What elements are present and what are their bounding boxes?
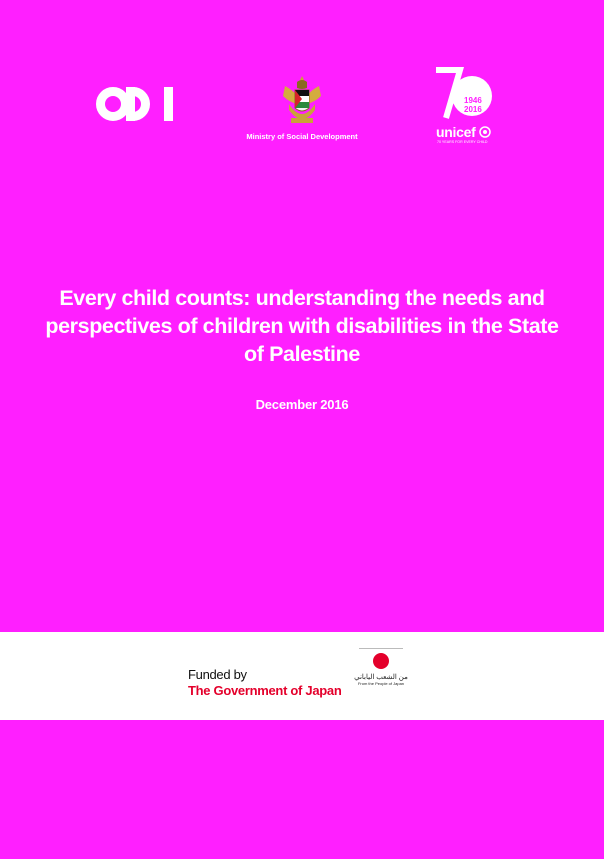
unicef-tagline: 70 YEARS FOR EVERY CHILD — [437, 140, 488, 144]
japan-logo-arabic: من الشعب الياباني — [354, 674, 408, 681]
unicef-years — [464, 96, 482, 114]
ministry-logo — [232, 74, 372, 148]
unicef-globe-icon — [479, 126, 491, 138]
report-date: December 2016 — [255, 397, 349, 412]
japan-logo — [350, 648, 412, 702]
odi-logo — [96, 84, 182, 124]
japan-logo-rule — [359, 648, 403, 649]
funder-name: The Government of Japan — [188, 683, 342, 698]
funding-statement — [188, 667, 341, 699]
partner-logos — [0, 0, 604, 160]
odi-logo-icon — [96, 84, 182, 124]
unicef-wordmark-text: unicef — [436, 124, 476, 140]
eagle-emblem-icon — [281, 74, 323, 126]
funded-by-label: Funded by — [188, 667, 247, 682]
unicef-wordmark — [436, 124, 491, 140]
unicef-logo — [432, 66, 502, 150]
unicef-years-text: 1946 2016 — [464, 96, 482, 114]
report-title: Every child counts: understanding the needs and perspectives of children with disabilities in the State of Palestine — [45, 286, 559, 366]
japan-logo-english: From the People of Japan — [357, 681, 405, 686]
japan-red-dot-icon — [373, 653, 389, 669]
ministry-label: Ministry of Social Development — [246, 132, 358, 141]
